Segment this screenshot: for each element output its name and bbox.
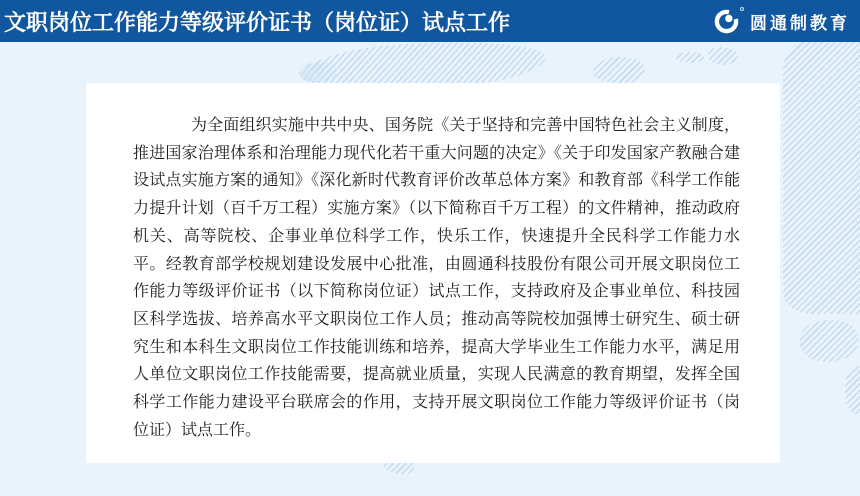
map-texture-blob xyxy=(800,320,858,362)
trademark-dot-icon xyxy=(740,7,744,11)
brand-logo xyxy=(713,8,850,35)
map-texture-blob xyxy=(676,52,704,63)
swirl-logo-icon xyxy=(713,8,740,35)
slide-title: 文职岗位工作能力等级评价证书（岗位证）试点工作 xyxy=(4,9,511,35)
map-texture-blob xyxy=(783,36,860,314)
slide-header xyxy=(0,0,860,42)
content-panel xyxy=(86,83,780,463)
map-texture-blob xyxy=(593,57,645,84)
map-texture-blob xyxy=(297,62,337,82)
map-texture-blob xyxy=(845,366,860,414)
map-texture-blob xyxy=(708,47,738,65)
brand-name: 圆通制教育 xyxy=(750,13,850,33)
body-paragraph: 为全面组织实施中共中央、国务院《关于坚持和完善中国特色社会主义制度，推进国家治理体系和治理能力现代化若干重大问题的决定》《关于印发国家产教融合建设试点实施方案的通知》《深化新时代教育评价改革总体方案》和教育部《科学工作能力提升计划（百千万工程）实施方案》（以下简称百千万工程）的文件精神，推动政府机关、高等院校、企事业单位科学工作，快乐工作，快速提升全民科学工作能力水平。经教育部学校规划建设发展中心批准，由圆通科技股份有限公司开展文职岗位工作能力等级评价证书（以下简称岗位证）试点工作，支持政府及企事业单位、科技园区科学选拔、培养高水平文职岗位工作人员；推动高等院校加强博士研究生、硕士研究生和本科生文职岗位工作技能训练和培养，提高大学毕业生工作能力水平，满足用人单位文职岗位工作技能需要，提高就业质量，实现人民满意的教育期望，发挥全国科学工作能力建设平台联席会的作用，支持开展文职岗位工作能力等级评价证书（岗位证）试点工作。 xyxy=(133,117,740,439)
